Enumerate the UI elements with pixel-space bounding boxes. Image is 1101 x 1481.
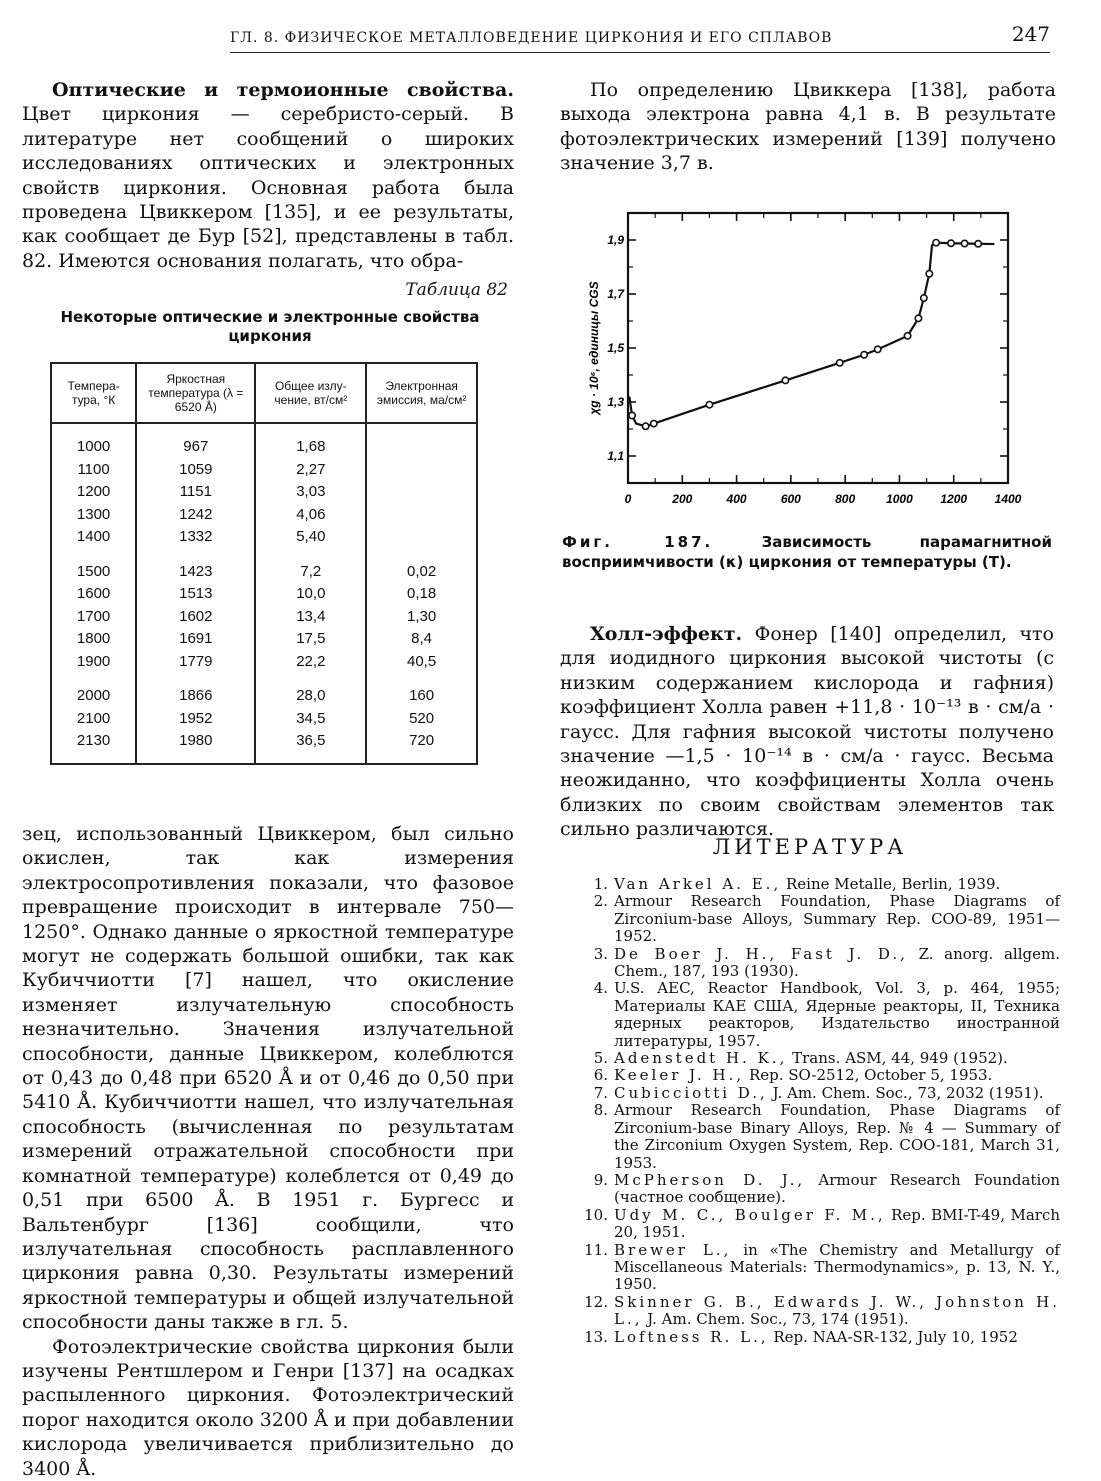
page-number: 247 [1011, 22, 1050, 46]
data-point [642, 423, 648, 429]
running-title: ГЛ. 8. ФИЗИЧЕСКОЕ МЕТАЛЛОВЕДЕНИЕ ЦИРКОНИЯ И ЕГО СПЛАВОВ [230, 30, 833, 46]
reference-body: Z. anorg. allgem. Chem., 187, 193 (1930). [614, 944, 1060, 981]
reference-author: Brewer L., [614, 1240, 732, 1259]
reference-body: in «The Chemistry and Metallurgy of Miscellaneous Materials: Thermodynamics», p. 13, N. Y., 1950. [614, 1240, 1060, 1294]
reference-item [580, 1294, 1060, 1329]
table-row [51, 673, 477, 708]
table-cell: 1779 [136, 651, 255, 674]
table-cell: 2000 [51, 673, 136, 708]
data-point [975, 241, 981, 247]
reference-text [614, 1207, 1060, 1242]
series-line [628, 243, 994, 427]
table-cell: 17,5 [255, 628, 366, 651]
table-row [51, 651, 477, 674]
table-row [51, 606, 477, 629]
reference-number: 9. [593, 1170, 608, 1189]
col-header-brightness: Яркостная температура (λ = 6520 Å) [136, 363, 255, 423]
data-point [904, 333, 910, 339]
table-cell: 22,2 [255, 651, 366, 674]
reference-item [580, 946, 1060, 981]
table-cell: 1200 [51, 481, 136, 504]
table-cell: 1691 [136, 628, 255, 651]
reference-text [614, 876, 1060, 893]
data-point [961, 240, 967, 246]
table-row [51, 526, 477, 549]
data-point [926, 271, 932, 277]
table-cell: 10,0 [255, 583, 366, 606]
y-tick-label: 1,1 [607, 449, 624, 463]
reference-body: Armour Research Foundation (частное сообщение). [614, 1170, 1060, 1207]
table-cell [366, 526, 477, 549]
table-row [51, 583, 477, 606]
reference-number: 3. [593, 944, 608, 963]
data-point [706, 402, 712, 408]
reference-body: J. Am. Chem. Soc., 73, 2032 (1951). [767, 1083, 1044, 1102]
reference-text [614, 980, 1060, 1050]
reference-text [614, 1294, 1060, 1329]
x-tick-label: 1400 [994, 492, 1022, 506]
col-header-electron: Электронная эмиссия, ма/см² [366, 363, 477, 423]
reference-author: Keeler J. H., [614, 1066, 745, 1085]
reference-number: 2. [593, 892, 608, 911]
reference-number: 11. [584, 1240, 608, 1259]
table-row [51, 481, 477, 504]
table-cell: 1602 [136, 606, 255, 629]
table-cell: 0,18 [366, 583, 477, 606]
reference-item [580, 1172, 1060, 1207]
data-point [651, 420, 657, 426]
reference-number: 1. [593, 875, 608, 893]
reference-item [580, 1067, 1060, 1084]
table-cell: 520 [366, 708, 477, 731]
work-function-text: По определению Цвиккера [138], работа выхода электрона равна 4,1 в. В результате фотоэлектрических измерений [139] получено значение 3,7 в. [560, 79, 1056, 175]
optical-section [22, 78, 514, 273]
optical-text: Цвет циркония — серебристо-серый. В литературе нет сообщений о широких исследованиях оптических и электронных свойств циркония. Основная работа была проведена Цвиккером [135], и ее результаты, как сообщает де Бур [52], представлены в табл. 82. Имеются основания полагать, что обра- [22, 103, 514, 272]
reference-text [614, 1329, 1060, 1346]
reference-author: Cubicciotti D., [614, 1083, 768, 1102]
table-cell: 1600 [51, 583, 136, 606]
continuation-text: зец, использованный Цвиккером, был сильно окислен, так как измерения электросопротивления показали, что фазовое превращение происходит в интервале 750—1250°. Однако данные о яркостной температуре могут не содержать большой ошибки, так как Кубиччиотти [7] нашел, что окисление изменяет излучательную способность незначительно. Значения излучательной способности, данные Цвиккером, колеблются от 0,43 до 0,48 при 6520 Å и от 0,46 до 0,50 при 5410 Å. Кубиччиотти нашел, что излучательная способность (вычисленная по результатам измерений отражательной способности при комнатной температуре) колеблется от 0,49 до 0,51 при 6500 Å. В 1951 г. Бургесс и Вальтенбург [136] сообщили, что излучательная способность расплавленного циркония равна 0,30. Результаты измерений яркостной температуры и общей излучательной способности даны также в гл. 5. [22, 823, 514, 1334]
table-cell [366, 423, 477, 459]
reference-text [614, 1242, 1060, 1294]
table-row [51, 628, 477, 651]
table-cell: 1059 [136, 459, 255, 482]
reference-number: 7. [593, 1083, 608, 1102]
reference-number: 6. [593, 1066, 608, 1085]
page-header [230, 18, 1050, 53]
table-cell: 3,03 [255, 481, 366, 504]
table-cell: 2130 [51, 730, 136, 764]
table-cell: 1980 [136, 730, 255, 764]
properties-table [50, 362, 478, 765]
col-header-temperature: Темпера-тура, °К [51, 363, 136, 423]
col-header-emission: Общее излу-чение, вт/см² [255, 363, 366, 423]
reference-text [614, 1085, 1060, 1102]
hall-text: Фонер [140] определил, что для иодидного циркония высокой чистоты (с низким содержанием кислорода и гафния) коэффициент Холла равен +11,8 · 10⁻¹³ в · см/а · гаусс. Для гафния высокой чистоты получено значение —1,5 · 10⁻¹⁴ в · см/а · гаусс. Весьма неожиданно, что коэффициенты Холла очень близких по своим свойствам элементов так сильно различаются. [560, 623, 1054, 841]
reference-author: Adenstedt H. K., [614, 1049, 788, 1068]
hall-section [560, 622, 1054, 842]
reference-text [614, 1102, 1060, 1172]
table-cell [366, 459, 477, 482]
reference-body: Armour Research Foundation, Phase Diagrams of Zirconium-base Binary Alloys, Rep. № 4 — Summary of the Zirconium Oxygen System, Rep. COO-181, March 31, 1953. [614, 1101, 1060, 1172]
table-cell: 1423 [136, 549, 255, 584]
table-cell: 0,02 [366, 549, 477, 584]
data-point [629, 412, 635, 418]
table-cell: 1513 [136, 583, 255, 606]
table-cell: 40,5 [366, 651, 477, 674]
reference-text [614, 893, 1060, 945]
x-tick-label: 200 [672, 492, 693, 506]
table-cell: 2,27 [255, 459, 366, 482]
x-tick-label: 1000 [886, 492, 913, 506]
table-row [51, 459, 477, 482]
data-point [837, 360, 843, 366]
data-point [782, 377, 788, 383]
reference-author: Van Arkel A. E., [614, 875, 782, 893]
reference-number: 10. [584, 1205, 608, 1224]
table-cell: 36,5 [255, 730, 366, 764]
reference-number: 5. [593, 1049, 608, 1068]
data-point [861, 352, 867, 358]
table-cell: 5,40 [255, 526, 366, 549]
reference-body: Reine Metalle, Berlin, 1939. [781, 875, 1001, 893]
reference-item [580, 876, 1060, 893]
y-axis-label: χg · 10⁶, единицы CGS [587, 281, 601, 415]
table-cell: 1242 [136, 504, 255, 527]
x-tick-label: 400 [726, 492, 747, 506]
table-cell: 1000 [51, 423, 136, 459]
table-cell: 1700 [51, 606, 136, 629]
table-cell [366, 481, 477, 504]
table-cell: 1300 [51, 504, 136, 527]
reference-item [580, 1085, 1060, 1102]
reference-item [580, 1102, 1060, 1172]
reference-body: Trans. ASM, 44, 949 (1952). [787, 1049, 1008, 1068]
reference-author: Skinner G. B., Edwards J. W., Johnston H. L., [614, 1292, 1060, 1329]
y-tick-label: 1,5 [607, 341, 624, 355]
reference-item [580, 893, 1060, 945]
table-cell: 4,06 [255, 504, 366, 527]
table-cell: 8,4 [366, 628, 477, 651]
table-cell: 1866 [136, 673, 255, 708]
table-cell: 1,30 [366, 606, 477, 629]
reference-number: 4. [593, 979, 608, 998]
work-function-section [560, 78, 1056, 176]
figure-caption-text: Зависимость парамагнитной восприимчивости (κ) циркония от температуры (T). [562, 533, 1052, 571]
reference-number: 12. [584, 1292, 608, 1311]
data-point [921, 295, 927, 301]
data-point [875, 346, 881, 352]
reference-author: Loftness R. L., [614, 1327, 769, 1346]
table-cell: 13,4 [255, 606, 366, 629]
reference-body: Rep. SO-2512, October 5, 1953. [744, 1066, 993, 1085]
y-tick-label: 1,9 [607, 233, 624, 247]
table-number: Таблица 82 [405, 280, 508, 300]
references-title: ЛИТЕРАТУРА [712, 835, 908, 859]
reference-item [580, 1207, 1060, 1242]
data-point [948, 240, 954, 246]
table-title: Некоторые оптические и электронные свойства циркония [60, 308, 480, 345]
table-cell: 1100 [51, 459, 136, 482]
table-cell: 1151 [136, 481, 255, 504]
x-tick-label: 600 [780, 492, 801, 506]
reference-number: 8. [593, 1101, 608, 1120]
hall-heading: Холл-эффект. [590, 623, 743, 645]
x-tick-label: 1200 [940, 492, 968, 506]
x-tick-label: 0 [624, 492, 632, 506]
reference-body: Armour Research Foundation, Phase Diagrams of Zirconium-base Alloys, Summary Rep. COO-89, 1951—1952. [614, 892, 1060, 946]
table-cell: 1,68 [255, 423, 366, 459]
table-cell: 1800 [51, 628, 136, 651]
reference-author: De Boer J. H., Fast J. D., [614, 944, 908, 963]
table-cell: 1900 [51, 651, 136, 674]
reference-item [580, 980, 1060, 1050]
table-row [51, 730, 477, 764]
reference-item [580, 1242, 1060, 1294]
reference-text [614, 1050, 1060, 1067]
table-row [51, 549, 477, 584]
reference-item [580, 1329, 1060, 1346]
table-cell [366, 504, 477, 527]
table-cell: 1400 [51, 526, 136, 549]
data-point [915, 315, 921, 321]
table-row [51, 504, 477, 527]
plot-frame [628, 213, 1008, 483]
table-cell: 1500 [51, 549, 136, 584]
reference-text [614, 1067, 1060, 1084]
table-cell: 1332 [136, 526, 255, 549]
reference-body: U.S. AEC, Reactor Handbook, Vol. 3, p. 464, 1955; Материалы КАЕ США, Ядерные реакторы, II, Техника ядерных реакторов, Издательство иностранной литературы, 1957. [614, 979, 1060, 1050]
reference-body: Rep. NAA-SR-132, July 10, 1952 [768, 1327, 1018, 1346]
reference-text [614, 946, 1060, 981]
reference-body: Rep. BMI-T-49, March 20, 1951. [614, 1205, 1060, 1242]
optical-heading: Оптические и термоионные свойства. [52, 79, 514, 101]
susceptibility-chart [580, 205, 1050, 515]
data-point [933, 240, 939, 246]
table-header-row [51, 363, 477, 423]
table-cell: 720 [366, 730, 477, 764]
x-tick-label: 800 [835, 492, 856, 506]
table-cell: 160 [366, 673, 477, 708]
table-row [51, 708, 477, 731]
figure-caption [562, 532, 1052, 572]
reference-author: McPherson D. J., [614, 1170, 806, 1189]
photo-text: Фотоэлектрические свойства циркония были изучены Рентшлером и Генри [137] на осадках распыленного циркония. Фотоэлектрический порог находится около 3200 Å и при добавлении кислорода увеличивается приблизительно до 3400 Å. [22, 1335, 514, 1480]
table-cell: 967 [136, 423, 255, 459]
reference-text [614, 1172, 1060, 1207]
reference-number: 13. [584, 1327, 608, 1346]
y-tick-label: 1,7 [607, 287, 624, 301]
table-cell: 7,2 [255, 549, 366, 584]
y-tick-label: 1,3 [607, 395, 624, 409]
figure-caption-prefix: Фиг. 187. [562, 533, 714, 551]
table-cell: 2100 [51, 708, 136, 731]
reference-item [580, 1050, 1060, 1067]
table-cell: 34,5 [255, 708, 366, 731]
table-cell: 28,0 [255, 673, 366, 708]
references-list [580, 876, 1060, 1346]
table-row [51, 423, 477, 459]
table-cell: 1952 [136, 708, 255, 731]
continuation-section [22, 822, 514, 1481]
reference-author: Udy M. C., Boulger F. M., [614, 1205, 886, 1224]
reference-body: J. Am. Chem. Soc., 73, 174 (1951). [642, 1310, 909, 1329]
